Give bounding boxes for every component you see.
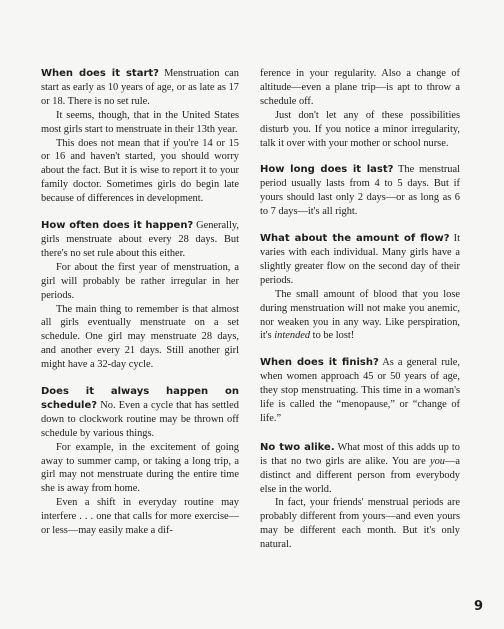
paragraph: Just don't let any of these possibilities disturb you. If you notice a minor irregularity, talk it over with your mother or school nurse. <box>260 109 460 149</box>
section-how-long <box>260 163 460 219</box>
section-on-schedule <box>41 385 239 441</box>
section-when-start <box>41 67 239 109</box>
right-column <box>260 67 460 552</box>
paragraph: In fact, your friends' menstrual periods are probably different from yours—and even yours may be different each month. But it's only natural. <box>260 497 460 551</box>
section-heading: How long does it last? <box>260 164 394 176</box>
paragraph-text: It varies with each individual. Many girls have a slightly greater flow on the second day of their periods. <box>260 233 460 286</box>
section-heading: How often does it happen? <box>41 220 194 232</box>
paragraph-text: No. Even a cycle that has settled down to clockwork routine may be thrown off schedule by various things. <box>41 399 239 439</box>
paragraph <box>260 288 460 344</box>
paragraph-text: Menstruation can start as early as 10 years of age, or as late as 17 or 18. There is no set rule. <box>41 68 239 107</box>
section-heading: When does it finish? <box>260 357 379 369</box>
section-when-finish <box>260 356 460 426</box>
paragraph: This does not mean that if you're 14 or 15 or 16 and haven't started, you should worry about the fact. But it is wise to report it to your family doctor. Sometimes girls do begin late because of differences in development. <box>41 137 239 205</box>
page-number: 9 <box>474 599 484 614</box>
paragraph: Even a shift in everyday routine may interfere . . . one that calls for more exercise—or less—may easily make a dif- <box>41 497 239 537</box>
paragraph-text: As a general rule, when women approach 45 or 50 years of age, they stop menstruating. This time in a woman's life is called the “menopause,” or “change of life.” <box>260 357 460 424</box>
paragraph-text: What most of this adds up to is that no two girls are alike. You are <box>260 441 460 467</box>
paragraph-text: The menstrual period usually lasts from 4 to 5 days. But if yours should last only 2 days—or as long as 6 to 7 days—it's all right. <box>260 164 460 218</box>
paragraph-text: Generally, girls menstruate about every 28 days. But there's no set rule about this either. <box>41 220 240 259</box>
paragraph-continued: ference in your regularity. Also a change of altitude—even a plane trip—is apt to throw a schedule off. <box>260 68 460 107</box>
paragraph-text: The small amount of blood that you lose during menstruation will not make you anemic, nor weaken you in any way. Like perspiration, it's <box>260 288 460 342</box>
emphasis: you <box>429 455 445 467</box>
section-amount-flow <box>260 232 460 288</box>
paragraph-text: —a distinct and different person from everybody else in the world. <box>260 455 460 495</box>
paragraph-text: to be lost! <box>310 330 355 342</box>
paragraph: For example, in the excitement of going away to summer camp, or taking a long trip, a girl may not menstruate during the entire time she is away from home. <box>41 441 239 495</box>
left-column <box>41 67 239 538</box>
paragraph: The main thing to remember is that almost all girls eventually menstruate on a set schedule. One girl may menstruate 28 days, and another every 21 days. Still another girl might have a 32-day cycle. <box>41 303 239 371</box>
section-no-two-alike <box>260 441 460 497</box>
paragraph: It seems, though, that in the United States most girls start to menstruate in their 13th year. <box>41 109 239 135</box>
section-heading: What about the amount of flow? <box>260 233 450 245</box>
section-heading: No two alike. <box>260 441 335 453</box>
emphasis: intended <box>274 330 311 342</box>
section-heading: When does it start? <box>41 68 159 79</box>
section-heading: Does it always happen on schedule? <box>41 386 239 411</box>
section-how-often <box>41 219 239 261</box>
paragraph: For about the first year of menstruation, a girl will probably be rather irregular in her periods. <box>41 261 239 301</box>
